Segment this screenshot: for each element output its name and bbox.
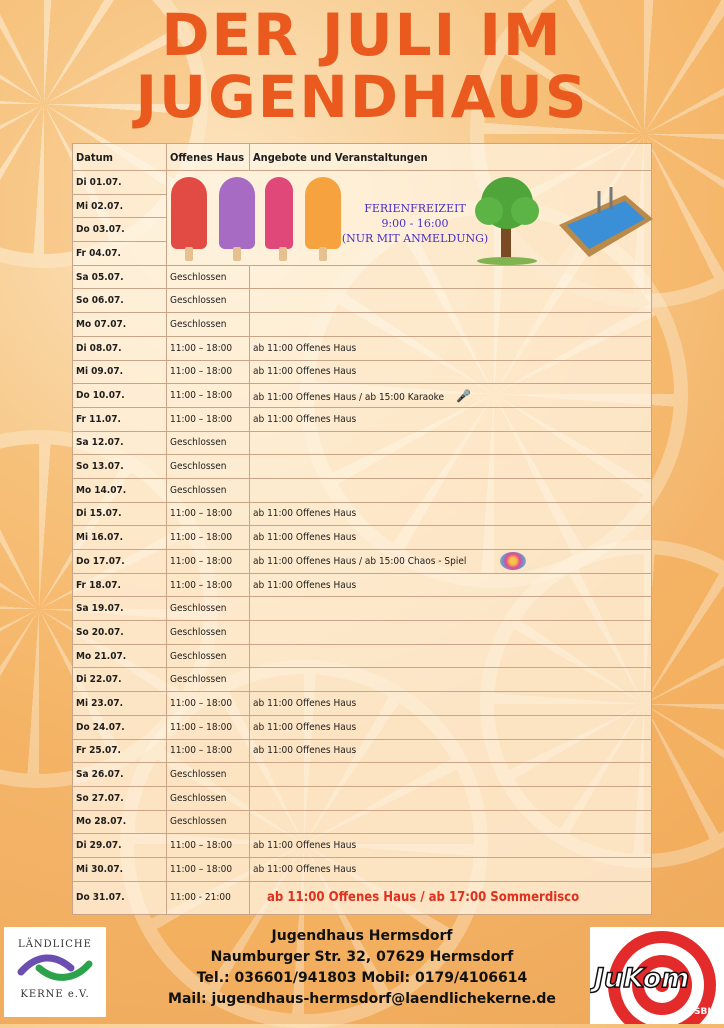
cell-event [250, 265, 652, 289]
table-row [73, 336, 652, 360]
event-text: ab 11:00 Offenes Haus / ab 15:00 Chaos - Spiel [253, 556, 467, 568]
table-row [73, 384, 652, 408]
cell-event [250, 478, 652, 502]
cell-event [250, 313, 652, 337]
header-offenes-haus: Offenes Haus [167, 144, 250, 171]
table-row [73, 881, 652, 914]
cell-event [250, 881, 652, 914]
cell-hours: Geschlossen [167, 810, 250, 834]
logo-left-line1: LÄNDLICHE [18, 939, 92, 950]
cell-hours: 11:00 – 18:00 [167, 526, 250, 550]
cell-date: Mi 23.07. [73, 692, 167, 716]
table-row [73, 715, 652, 739]
schedule-table [72, 143, 652, 915]
table-row [73, 786, 652, 810]
table-row [73, 502, 652, 526]
cell-event [250, 644, 652, 668]
cell-hours: 11:00 – 18:00 [167, 384, 250, 408]
cell-hours: Geschlossen [167, 289, 250, 313]
schedule-body [73, 171, 652, 915]
cell-event [250, 810, 652, 834]
cell-event [250, 526, 652, 550]
cell-date: Mi 16.07. [73, 526, 167, 550]
cell-date: Fr 25.07. [73, 739, 167, 763]
cell-hours: 11:00 – 18:00 [167, 550, 250, 574]
event-text: ab 11:00 Offenes Haus / ab 15:00 Karaoke [253, 391, 445, 403]
cell-event [250, 502, 652, 526]
cell-event [250, 786, 652, 810]
event-text: ab 11:00 Offenes Haus [253, 863, 357, 875]
popsicle-red-icon [171, 177, 207, 249]
cell-date: Di 08.07. [73, 336, 167, 360]
cell-date: Fr 18.07. [73, 573, 167, 597]
cell-hours: Geschlossen [167, 597, 250, 621]
cell-date: Sa 12.07. [73, 431, 167, 455]
table-row [73, 810, 652, 834]
cell-date: Di 01.07. [73, 171, 167, 195]
cell-event [250, 692, 652, 716]
event-text: ab 11:00 Offenes Haus [253, 579, 357, 591]
event-text: ab 11:00 Offenes Haus [253, 342, 357, 354]
cell-event [250, 289, 652, 313]
ferien-line2: 9:00 - 16:00 [381, 217, 449, 230]
cell-hours: Geschlossen [167, 763, 250, 787]
cell-hours: Geschlossen [167, 644, 250, 668]
cell-date: Do 03.07. [73, 218, 167, 242]
cell-hours: Geschlossen [167, 455, 250, 479]
logo-left-line2: KERNE e.V. [20, 989, 90, 1000]
table-row [73, 360, 652, 384]
table-row [73, 313, 652, 337]
cell-date: Di 22.07. [73, 668, 167, 692]
microphone-icon: 🎤 [456, 388, 472, 403]
table-row [73, 526, 652, 550]
table-row [73, 621, 652, 645]
table-row [73, 857, 652, 881]
cell-hours: Geschlossen [167, 668, 250, 692]
cell-event [250, 715, 652, 739]
cell-date: So 20.07. [73, 621, 167, 645]
pool-icon [555, 185, 655, 265]
ferien-line3: (NUR MIT ANMELDUNG) [341, 232, 489, 245]
event-text: ab 11:00 Offenes Haus [253, 745, 357, 757]
cell-date: Di 29.07. [73, 834, 167, 858]
footer-mail: Mail: jugendhaus-hermsdorf@laendlichekerne.de [168, 991, 556, 1007]
cell-event [250, 336, 652, 360]
table-row [73, 763, 652, 787]
cell-date: So 27.07. [73, 786, 167, 810]
jukom-logo [590, 927, 724, 1024]
cell-event [250, 573, 652, 597]
event-text: ab 11:00 Offenes Haus [253, 532, 357, 544]
title-line-1: DER JULI IM [161, 1, 563, 69]
cell-hours: Geschlossen [167, 478, 250, 502]
cell-hours: 11:00 – 18:00 [167, 739, 250, 763]
cell-date: Do 31.07. [73, 881, 167, 914]
cell-event [250, 597, 652, 621]
event-text: ab 11:00 Offenes Haus [253, 413, 357, 425]
footer-address: Naumburger Str. 32, 07629 Hermsdorf [210, 949, 514, 965]
cell-hours: 11:00 – 18:00 [167, 715, 250, 739]
cell-hours: 11:00 – 18:00 [167, 573, 250, 597]
cell-hours: Geschlossen [167, 313, 250, 337]
cell-event [250, 431, 652, 455]
table-row [73, 692, 652, 716]
table-row [73, 455, 652, 479]
cell-date: Mo 21.07. [73, 644, 167, 668]
cell-hours: 11:00 – 18:00 [167, 360, 250, 384]
event-text: ab 11:00 Offenes Haus [253, 697, 357, 709]
cell-event [250, 384, 652, 408]
ferien-line1: FERIENFREIZEIT [364, 202, 466, 215]
cell-event [250, 407, 652, 431]
title-line-2: JUGENDHAUS [135, 63, 589, 131]
cell-date: So 06.07. [73, 289, 167, 313]
cell-event [250, 360, 652, 384]
cell-hours: 11:00 – 18:00 [167, 502, 250, 526]
table-row [73, 265, 652, 289]
table-header-row [73, 144, 652, 171]
cell-hours: Geschlossen [167, 265, 250, 289]
event-text: ab 11:00 Offenes Haus [253, 366, 357, 378]
table-row [73, 644, 652, 668]
cell-date: Sa 26.07. [73, 763, 167, 787]
chaos-game-icon [500, 552, 526, 570]
cell-date: Mo 07.07. [73, 313, 167, 337]
cell-hours: Geschlossen [167, 786, 250, 810]
cell-date: Do 10.07. [73, 384, 167, 408]
table-row [73, 431, 652, 455]
footer-phone: Tel.: 036601/941803 Mobil: 0179/4106614 [196, 970, 528, 986]
cell-hours: Geschlossen [167, 621, 250, 645]
cell-hours: 11:00 – 18:00 [167, 834, 250, 858]
cell-date: Mi 09.07. [73, 360, 167, 384]
table-row [73, 289, 652, 313]
event-text: ab 11:00 Offenes Haus [253, 508, 357, 520]
cell-date: Mo 28.07. [73, 810, 167, 834]
table-row [73, 573, 652, 597]
cell-hours: 11:00 – 18:00 [167, 407, 250, 431]
popsicle-pink-icon [265, 177, 293, 249]
table-row [73, 550, 652, 574]
cell-date: Sa 19.07. [73, 597, 167, 621]
event-text: ab 11:00 Offenes Haus [253, 840, 357, 852]
cell-hours: 11:00 – 18:00 [167, 857, 250, 881]
cell-event [250, 621, 652, 645]
table-row [73, 739, 652, 763]
jukom-logo-sub: SBK [694, 1007, 715, 1017]
ferienfreizeit-cell [167, 171, 652, 266]
event-text: ab 11:00 Offenes Haus [253, 721, 357, 733]
cell-event [250, 455, 652, 479]
cell-event [250, 857, 652, 881]
table-row [73, 834, 652, 858]
footer-name: Jugendhaus Hermsdorf [271, 928, 453, 944]
cell-date: Fr 04.07. [73, 242, 167, 266]
header-datum: Datum [73, 144, 167, 171]
cell-hours: Geschlossen [167, 431, 250, 455]
tree-icon [467, 173, 547, 265]
cell-hours: 11:00 – 18:00 [167, 336, 250, 360]
page-title [0, 1, 724, 131]
cell-date: Di 15.07. [73, 502, 167, 526]
cell-event [250, 763, 652, 787]
cell-event [250, 668, 652, 692]
cell-date: Fr 11.07. [73, 407, 167, 431]
schedule-table-wrap [72, 143, 652, 915]
jukom-logo-text: JuKom [594, 963, 690, 994]
event-text: ab 11:00 Offenes Haus / ab 17:00 Sommerdisco [267, 890, 580, 906]
cell-event [250, 739, 652, 763]
table-row [73, 597, 652, 621]
popsicle-purple-icon [219, 177, 255, 249]
cell-date: Mi 30.07. [73, 857, 167, 881]
cell-date: Do 24.07. [73, 715, 167, 739]
cell-event [250, 834, 652, 858]
cell-date: Do 17.07. [73, 550, 167, 574]
cell-event [250, 550, 652, 574]
cell-hours: 11:00 - 21:00 [167, 881, 250, 914]
cell-hours: 11:00 – 18:00 [167, 692, 250, 716]
cell-date: Sa 05.07. [73, 265, 167, 289]
table-row [73, 668, 652, 692]
header-angebote: Angebote und Veranstaltungen [250, 144, 652, 171]
cell-date: Mo 14.07. [73, 478, 167, 502]
cell-date: Mi 02.07. [73, 194, 167, 218]
table-row [73, 478, 652, 502]
cell-date: So 13.07. [73, 455, 167, 479]
table-row [73, 171, 652, 195]
table-row [73, 407, 652, 431]
